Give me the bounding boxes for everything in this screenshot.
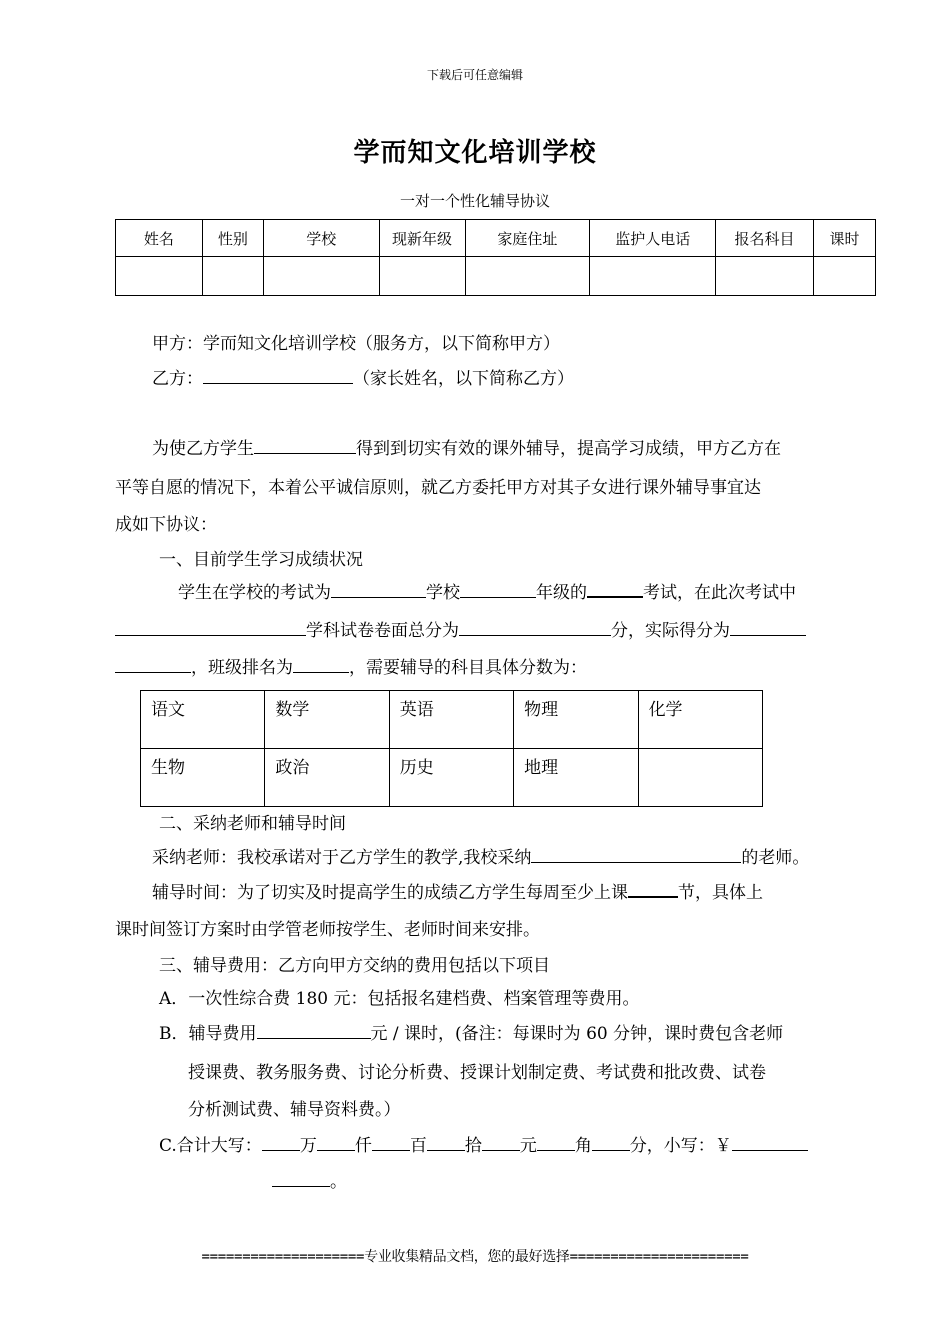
- student-name-blank[interactable]: [254, 452, 356, 454]
- grade-exam-blank[interactable]: [587, 595, 643, 598]
- party-a-line: 甲方：学而知文化培训学校（服务方，以下简称甲方）: [152, 334, 560, 354]
- total-end-mark: 。: [330, 1172, 347, 1192]
- exam-blank[interactable]: [331, 596, 426, 598]
- header-hours: 课时: [813, 220, 875, 257]
- subject-blank[interactable]: [115, 634, 306, 636]
- class-rank-blank[interactable]: [293, 671, 349, 673]
- unit-wan: 万: [299, 1136, 317, 1156]
- actual-score-blank[interactable]: [730, 634, 806, 636]
- time-text-b: 节，具体上: [678, 883, 763, 903]
- header-guardian-phone: 监护人电话: [590, 220, 716, 257]
- student-info-table: [115, 219, 876, 296]
- footer-banner: ====================专业收集精品文档，您的最好选择======================: [201, 1249, 749, 1265]
- section-1-heading: 一、目前学生学习成绩状况: [159, 550, 363, 570]
- score-cell-chinese[interactable]: 语文: [141, 691, 265, 749]
- unit-shi: 拾: [464, 1136, 482, 1156]
- s1-text-g: ，班级排名为: [191, 658, 293, 678]
- party-b-label: 乙方：: [152, 369, 203, 389]
- header-school: 学校: [263, 220, 379, 257]
- intro-text-1b: 得到到切实有效的课外辅导，提高学习成绩，甲方乙方在: [356, 439, 781, 459]
- s1-text-a: 学生在学校的考试为: [178, 583, 331, 603]
- fee-b-text-b: 元 / 课时，(备注：每课时为 60 分钟，课时费包含老师: [370, 1024, 784, 1044]
- unit-qian: 仟: [354, 1136, 372, 1156]
- time-line-1: [152, 881, 763, 905]
- s1-text-b: 学校: [426, 583, 460, 603]
- header-address: 家庭住址: [465, 220, 590, 257]
- info-header-row: [116, 220, 876, 257]
- bai-blank[interactable]: [372, 1149, 410, 1151]
- s1-text-f: 分，实际得分为: [611, 621, 730, 641]
- score-cell-geography[interactable]: 地理: [514, 749, 638, 807]
- hours-cell[interactable]: [813, 257, 875, 296]
- unit-bai: 百: [409, 1136, 427, 1156]
- subject-scores-table: [140, 690, 763, 807]
- fee-item-b-line-3: 分析测试费、辅导资料费。）: [188, 1100, 401, 1120]
- subject-cell[interactable]: [716, 257, 814, 296]
- actual-score-blank-cont[interactable]: [115, 671, 191, 673]
- s1-text-c: 年级的: [536, 583, 587, 603]
- score-cell-chemistry[interactable]: 化学: [638, 691, 762, 749]
- score-cell-math[interactable]: 数学: [265, 691, 389, 749]
- s1-text-h: ，需要辅导的科目具体分数为：: [349, 658, 587, 678]
- grade-cell[interactable]: [379, 257, 465, 296]
- score-cell-politics[interactable]: 政治: [265, 749, 389, 807]
- fee-item-b-line-1: [159, 1022, 783, 1046]
- teacher-blank[interactable]: [531, 861, 741, 863]
- fen-blank[interactable]: [592, 1149, 630, 1151]
- unit-jiao: 角: [574, 1136, 592, 1156]
- header-name: 姓名: [116, 220, 203, 257]
- yuan-blank[interactable]: [482, 1149, 520, 1151]
- intro-text-1a: 为使乙方学生: [152, 439, 254, 459]
- fee-item-a: A．一次性综合费 180 元：包括报名建档费、档案管理等费用。: [159, 989, 640, 1009]
- teacher-text-b: 的老师。: [741, 848, 810, 868]
- header-gender: 性别: [202, 220, 263, 257]
- jiao-blank[interactable]: [537, 1149, 575, 1151]
- score-cell-history[interactable]: 历史: [389, 749, 513, 807]
- section-1-line-3: [115, 656, 587, 680]
- section-2-heading: 二、采纳老师和辅导时间: [159, 814, 346, 834]
- info-entry-row: [116, 257, 876, 296]
- header-note: 下载后可任意编辑: [426, 68, 523, 82]
- unit-fen-lowercase: 分，小写：￥: [629, 1136, 732, 1156]
- time-line-2: 课时间签订方案时由学管老师按学生、老师时间来安排。: [115, 920, 540, 940]
- scores-row-2: [141, 749, 763, 807]
- time-text-a: 辅导时间：为了切实及时提高学生的成绩乙方学生每周至少上课: [152, 883, 628, 903]
- total-amount-line: [159, 1134, 808, 1158]
- intro-line-2: 平等自愿的情况下，本着公平诚信原则，就乙方委托甲方对其子女进行课外辅导事宜达: [115, 478, 761, 498]
- document-title: 学而知文化培训学校: [353, 138, 597, 168]
- s1-text-e: 学科试卷卷面总分为: [306, 621, 459, 641]
- qian-blank[interactable]: [317, 1149, 355, 1151]
- school-cell[interactable]: [263, 257, 379, 296]
- header-grade: 现新年级: [379, 220, 465, 257]
- total-score-blank[interactable]: [459, 634, 611, 636]
- gender-cell[interactable]: [202, 257, 263, 296]
- document-subtitle: 一对一个性化辅导协议: [399, 192, 550, 210]
- weekly-sessions-blank[interactable]: [628, 895, 678, 898]
- teacher-text-a: 采纳老师：我校承诺对于乙方学生的教学,我校采纳: [152, 848, 532, 868]
- shi-blank[interactable]: [427, 1149, 465, 1151]
- party-b-line: [152, 367, 574, 391]
- fee-item-b-line-2: 授课费、教务服务费、讨论分析费、授课计划制定费、考试费和批改费、试卷: [188, 1063, 766, 1083]
- intro-line-1: [152, 437, 781, 461]
- score-cell-biology[interactable]: 生物: [141, 749, 265, 807]
- tutoring-fee-blank[interactable]: [257, 1037, 371, 1039]
- intro-line-3: 成如下协议：: [115, 515, 217, 535]
- guardian-phone-cell[interactable]: [590, 257, 716, 296]
- parent-name-blank[interactable]: [203, 382, 353, 384]
- header-subject: 报名科目: [716, 220, 814, 257]
- lowercase-amount-blank[interactable]: [732, 1149, 808, 1151]
- section-1-line-2: [115, 619, 806, 643]
- total-amount-line-2: [272, 1170, 347, 1194]
- address-cell[interactable]: [465, 257, 590, 296]
- score-cell-empty[interactable]: [638, 749, 762, 807]
- unit-yuan: 元: [519, 1136, 537, 1156]
- scores-row-1: [141, 691, 763, 749]
- party-b-note: （家长姓名，以下简称乙方）: [353, 369, 574, 389]
- s1-text-d: 考试，在此次考试中: [643, 583, 796, 603]
- wan-blank[interactable]: [262, 1149, 300, 1151]
- score-cell-english[interactable]: 英语: [389, 691, 513, 749]
- fee-b-text-a: B．辅导费用: [159, 1024, 257, 1044]
- section-3-heading: 三、辅导费用：乙方向甲方交纳的费用包括以下项目: [159, 956, 550, 976]
- total-label: C.合计大写：: [159, 1136, 262, 1156]
- school-blank[interactable]: [460, 596, 536, 598]
- teacher-line: [152, 846, 809, 870]
- section-1-line-1: [178, 581, 796, 605]
- lowercase-amount-blank-cont[interactable]: [272, 1185, 330, 1187]
- score-cell-physics[interactable]: 物理: [514, 691, 638, 749]
- name-cell[interactable]: [116, 257, 203, 296]
